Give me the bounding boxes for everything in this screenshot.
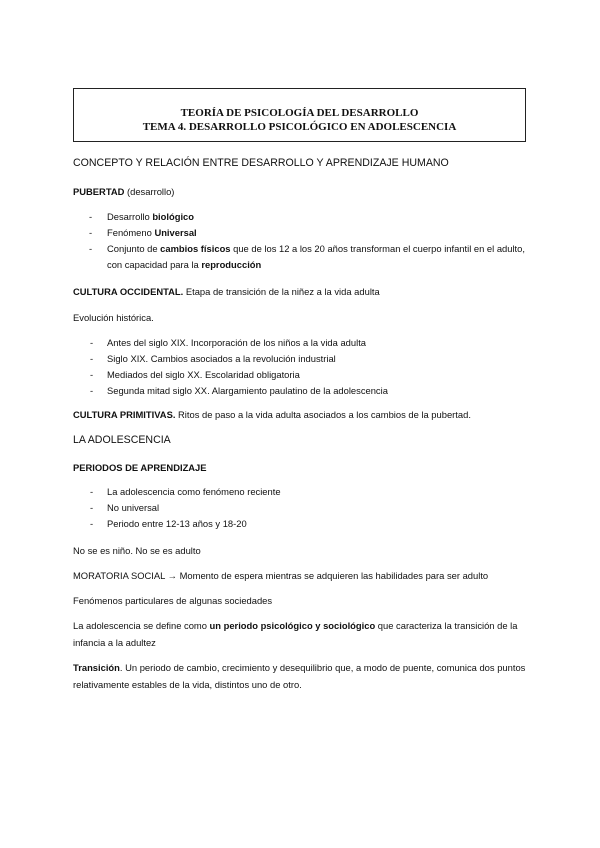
transicion-label: Transición [73,662,120,673]
cultura-primitivas-label: CULTURA PRIMITIVAS. [73,409,176,420]
list-item [73,484,533,500]
item-bold: cambios físicos [160,243,231,254]
transicion-paragraph [73,660,533,693]
item-text: Siglo XIX. Cambios asociados a la revolución industrial [107,353,336,364]
list-item [73,225,533,241]
course-title: TEORÍA DE PSICOLOGÍA DEL DESARROLLO [180,107,419,119]
cultura-occidental-text: Etapa de transición de la niñez a la vida adulta [183,286,380,297]
cultura-occidental-paragraph [73,284,533,299]
dash-bullet: - [90,486,94,497]
item-text: No universal [107,502,160,513]
section-heading-concepto: CONCEPTO Y RELACIÓN ENTRE DESARROLLO Y APRENDIZAJE HUMANO [73,157,449,169]
dash-bullet: - [90,337,94,348]
item-text: Periodo entre 12-13 años y 18-20 [107,518,247,529]
definicion-post: que caracteriza la transición de la infancia a la adultez [73,620,518,648]
dash-bullet: - [89,243,93,254]
pubertad-label: PUBERTAD [73,186,125,197]
cultura-occidental-label: CULTURA OCCIDENTAL. [73,286,184,297]
transicion-text: . Un periodo de cambio, crecimiento y desequilibrio que, a modo de puente, comunica dos puntos relativamente estables de la vida, distintos uno de otro. [73,662,526,690]
dash-bullet: - [89,211,93,222]
pubertad-heading [73,184,533,199]
no-nino-paragraph: No se es niño. No se es adulto [73,545,201,556]
item-bold: biológico [152,211,194,222]
pubertad-list [73,209,533,273]
evolucion-list [73,335,533,399]
dash-bullet: - [90,385,94,396]
dash-bullet: - [90,369,94,380]
section-heading-adolescencia: LA ADOLESCENCIA [73,434,171,446]
list-item [73,335,533,351]
title-box [73,88,526,142]
definicion-paragraph [73,618,533,651]
item-text: Antes del siglo XIX. Incorporación de los niños a la vida adulta [107,337,367,348]
item-pre: Conjunto de [107,243,161,254]
list-item [73,351,533,367]
item-bold2: reproducción [201,259,262,270]
dash-bullet: - [89,227,93,238]
dash-bullet: - [90,518,94,529]
definicion-pre: La adolescencia se define como [73,620,210,631]
item-text: La adolescencia como fenómeno reciente [107,486,281,497]
pubertad-suffix: (desarrollo) [124,186,175,197]
item-post: que de los 12 a los 20 años transforman el cuerpo infantil en el adulto, con capacidad para la [107,243,525,270]
dash-bullet: - [90,502,94,513]
item-text: Mediados del siglo XX. Escolaridad obligatoria [107,369,300,380]
item-text: Segunda mitad siglo XX. Alargamiento paulatino de la adolescencia [107,385,388,396]
moratoria-paragraph: MORATORIA SOCIAL → Momento de espera mientras se adquieren las habilidades para ser adulto [73,570,489,581]
item-pre: Desarrollo [107,211,153,222]
list-item [73,241,533,273]
item-pre: Fenómeno [107,227,155,238]
list-item [73,383,533,399]
periodos-list [73,484,533,532]
list-item [73,500,533,516]
periodos-heading: PERIODOS DE APRENDIZAJE [73,462,207,473]
list-item [73,209,533,225]
item-bold: Universal [154,227,197,238]
list-item [73,516,533,532]
list-item [73,367,533,383]
dash-bullet: - [90,353,94,364]
cultura-primitivas-text: Ritos de paso a la vida adulta asociados a los cambios de la pubertad. [175,409,471,420]
cultura-primitivas-paragraph [73,407,533,422]
fenomenos-paragraph: Fenómenos particulares de algunas sociedades [73,595,273,606]
definicion-bold: un periodo psicológico y sociológico [209,620,376,631]
topic-title: TEMA 4. DESARROLLO PSICOLÓGICO EN ADOLESCENCIA [142,121,457,133]
evolucion-label: Evolución histórica. [73,312,154,323]
